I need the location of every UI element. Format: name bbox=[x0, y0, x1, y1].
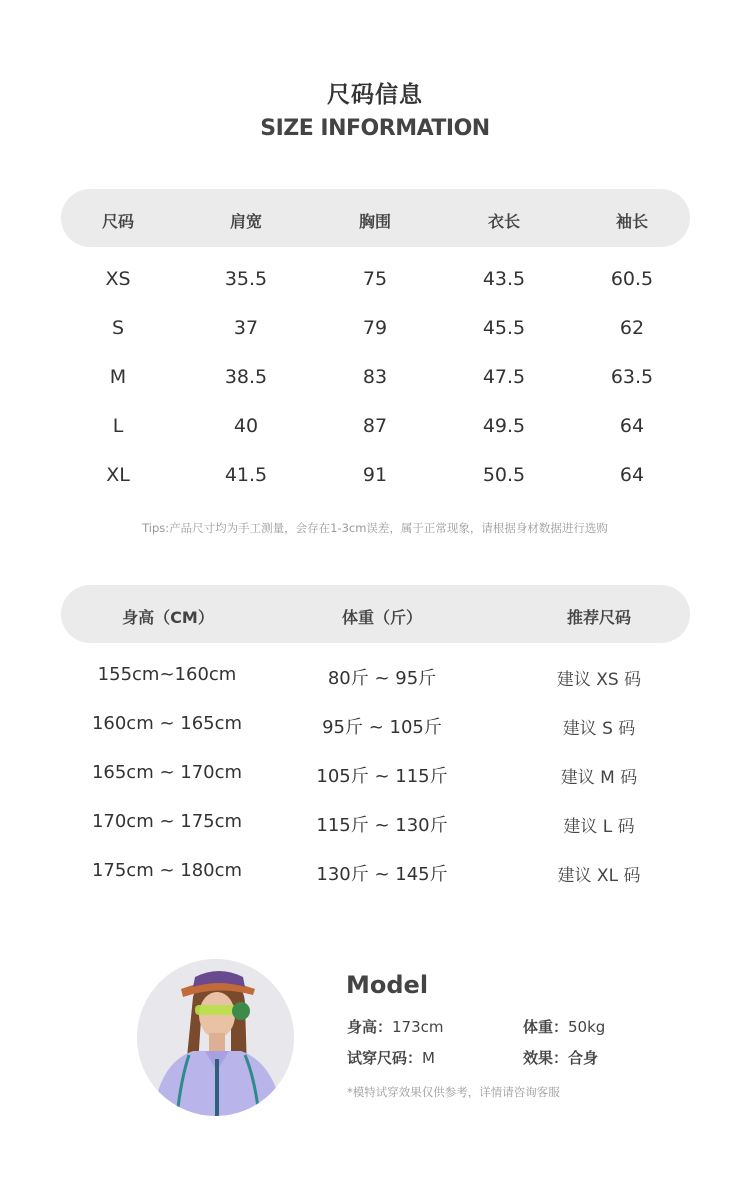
table-cell: 建议 L 码 bbox=[563, 817, 635, 837]
table-cell: 105斤 ~ 115斤 bbox=[316, 766, 448, 787]
table-cell: 175cm ~ 180cm bbox=[91, 860, 243, 881]
table-cell: 45.5 bbox=[482, 317, 526, 339]
size-table-header bbox=[61, 189, 690, 247]
table-cell: L bbox=[112, 415, 124, 437]
table-cell: 115斤 ~ 130斤 bbox=[316, 815, 448, 836]
model-height-label: 身高： bbox=[347, 1018, 393, 1036]
page-title-cn: 尺码信息 bbox=[327, 82, 423, 108]
table-cell: XL bbox=[106, 464, 130, 486]
size-header-cell: 尺码 bbox=[101, 212, 134, 231]
size-header-cell: 袖长 bbox=[615, 212, 648, 231]
table-cell: 50.5 bbox=[482, 464, 526, 486]
model-photo bbox=[137, 959, 294, 1116]
table-cell: 建议 S 码 bbox=[562, 719, 636, 739]
table-cell: 80斤 ~ 95斤 bbox=[327, 668, 437, 689]
model-effect bbox=[523, 1047, 598, 1068]
model-height bbox=[347, 1016, 444, 1037]
size-header-cell: 胸围 bbox=[358, 212, 391, 231]
size-header-cell: 衣长 bbox=[487, 212, 520, 231]
page-title-en: SIZE INFORMATION bbox=[260, 116, 490, 141]
table-cell: 79 bbox=[362, 317, 388, 339]
table-cell: 160cm ~ 165cm bbox=[91, 713, 243, 734]
table-cell: XS bbox=[105, 268, 131, 290]
model-size-label: 试穿尺码： bbox=[347, 1049, 423, 1067]
table-cell: 35.5 bbox=[224, 268, 268, 290]
table-cell: 165cm ~ 170cm bbox=[91, 762, 243, 783]
size-header-cell: 肩宽 bbox=[229, 212, 262, 231]
rec-header-cell: 体重（斤） bbox=[341, 608, 422, 627]
table-cell: 建议 XS 码 bbox=[556, 670, 642, 690]
table-cell: 47.5 bbox=[482, 366, 526, 388]
model-size bbox=[347, 1047, 435, 1068]
table-cell: 41.5 bbox=[224, 464, 268, 486]
table-cell: 91 bbox=[362, 464, 388, 486]
table-cell: 64 bbox=[619, 415, 645, 437]
table-cell: 83 bbox=[362, 366, 388, 388]
table-cell: 37 bbox=[233, 317, 259, 339]
table-cell: 40 bbox=[233, 415, 259, 437]
table-cell: 155cm~160cm bbox=[97, 664, 237, 685]
table-cell: 87 bbox=[362, 415, 388, 437]
table-cell: 38.5 bbox=[224, 366, 268, 388]
table-cell: 130斤 ~ 145斤 bbox=[316, 864, 448, 885]
table-cell: S bbox=[111, 317, 125, 339]
model-title: Model bbox=[346, 971, 429, 999]
table-cell: 75 bbox=[362, 268, 388, 290]
table-cell: M bbox=[109, 366, 127, 388]
table-cell: 62 bbox=[619, 317, 645, 339]
table-cell: 43.5 bbox=[482, 268, 526, 290]
rec-header-cell: 推荐尺码 bbox=[566, 608, 631, 627]
table-cell: 95斤 ~ 105斤 bbox=[322, 717, 442, 738]
recommendation-table-header bbox=[61, 585, 690, 643]
model-weight-value: 50kg bbox=[568, 1018, 606, 1036]
measurement-tips: Tips:产品尺寸均为手工测量，会存在1-3cm误差，属于正常现象，请根据身材数据进行选购 bbox=[142, 521, 608, 535]
table-cell: 64 bbox=[619, 464, 645, 486]
table-cell: 170cm ~ 175cm bbox=[91, 811, 243, 832]
table-cell: 建议 XL 码 bbox=[557, 866, 641, 886]
table-cell: 49.5 bbox=[482, 415, 526, 437]
model-note: *模特试穿效果仅供参考，详情请咨询客服 bbox=[347, 1085, 560, 1099]
table-cell: 建议 M 码 bbox=[560, 768, 638, 788]
model-height-value: 173cm bbox=[392, 1018, 444, 1036]
model-size-value: M bbox=[422, 1049, 435, 1067]
table-cell: 60.5 bbox=[610, 268, 654, 290]
model-weight-label: 体重： bbox=[523, 1018, 569, 1036]
rec-header-cell: 身高（CM） bbox=[122, 608, 214, 627]
model-effect-label: 效果： bbox=[523, 1049, 569, 1067]
model-effect-value: 合身 bbox=[568, 1049, 599, 1067]
model-weight bbox=[523, 1016, 605, 1037]
model-portrait-illustration bbox=[137, 959, 294, 1116]
table-cell: 63.5 bbox=[610, 366, 654, 388]
